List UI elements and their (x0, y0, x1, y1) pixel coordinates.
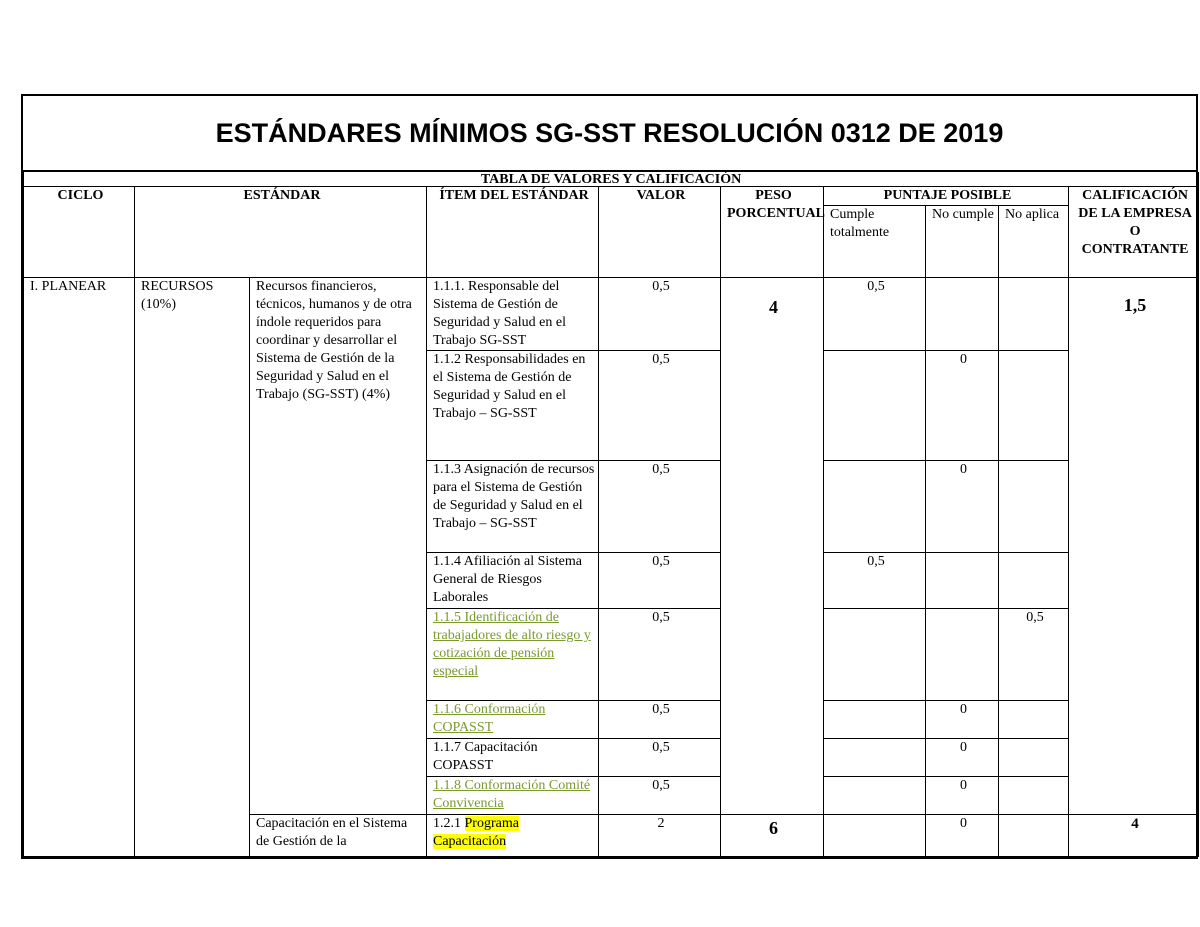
item-cell: 1.1.1. Responsable del Sistema de Gestión de Seguridad y Salud en el Trabajo SG-SST (427, 278, 599, 351)
item-link[interactable]: 1.1.6 Conformación COPASST (433, 702, 546, 735)
item-cell (427, 777, 599, 815)
no-cumple-cell: 0 (926, 351, 999, 461)
ciclo-cell: I. PLANEAR (24, 278, 135, 857)
valor-cell: 0,5 (599, 609, 721, 701)
cumple-cell (824, 461, 926, 553)
scores-table (23, 172, 1199, 857)
no-cumple-cell: 0 (926, 815, 999, 857)
no-aplica-cell (999, 461, 1069, 553)
standard-desc-cell: Recursos financieros, técnicos, humanos y de otra índole requeridos para coordinar y desarrollar el Sistema de Gestión de la Seguridad y Salud en el Trabajo (SG-SST) (4%) (250, 278, 427, 815)
header-no-cumple: No cumple (926, 206, 999, 278)
cumple-cell (824, 739, 926, 777)
no-cumple-cell: 0 (926, 739, 999, 777)
cumple-cell (824, 701, 926, 739)
no-aplica-cell (999, 351, 1069, 461)
header-item: ÍTEM DEL ESTÁNDAR (427, 187, 599, 278)
table-row (24, 278, 1199, 351)
header-no-aplica: No aplica (999, 206, 1069, 278)
item-link[interactable]: 1.1.5 Identificación de trabajadores de alto riesgo y cotización de pensión especial (433, 610, 591, 679)
calificacion-cell: 4 (1069, 815, 1199, 857)
valor-cell: 0,5 (599, 701, 721, 739)
no-cumple-cell: 0 (926, 777, 999, 815)
item-cell (427, 609, 599, 701)
recursos-cell: RECURSOS (10%) (135, 278, 250, 857)
valor-cell: 0,5 (599, 461, 721, 553)
valor-cell: 0,5 (599, 553, 721, 609)
no-cumple-cell (926, 609, 999, 701)
table-subtitle: TABLA DE VALORES Y CALIFICACIÓN (24, 172, 1199, 187)
no-aplica-cell (999, 701, 1069, 739)
no-cumple-cell (926, 553, 999, 609)
cumple-cell (824, 609, 926, 701)
item-link[interactable]: 1.1.8 Conformación Comité Convivencia (433, 778, 591, 811)
item-cell (427, 815, 599, 857)
cumple-cell (824, 815, 926, 857)
item-cell (427, 701, 599, 739)
standards-document (21, 94, 1198, 859)
header-estandar: ESTÁNDAR (135, 187, 427, 278)
item-code: 1.2.1 (433, 816, 461, 831)
cumple-cell: 0,5 (824, 553, 926, 609)
header-puntaje: PUNTAJE POSIBLE (824, 187, 1069, 206)
valor-cell: 0,5 (599, 278, 721, 351)
item-cell: 1.1.2 Responsabilidades en el Sistema de Gestión de Seguridad y Salud en el Trabajo – SG-SST (427, 351, 599, 461)
peso-cell: 6 (721, 815, 824, 857)
header-valor: VALOR (599, 187, 721, 278)
header-ciclo: CICLO (24, 187, 135, 278)
document-title: ESTÁNDARES MÍNIMOS SG-SST RESOLUCIÓN 0312 DE 2019 (23, 96, 1196, 172)
item-cell: 1.1.7 Capacitación COPASST (427, 739, 599, 777)
valor-cell: 0,5 (599, 351, 721, 461)
item-highlight: Programa Capacitación (433, 816, 519, 849)
no-aplica-cell (999, 739, 1069, 777)
no-cumple-cell: 0 (926, 461, 999, 553)
no-aplica-cell (999, 278, 1069, 351)
cumple-cell (824, 351, 926, 461)
header-calificacion: CALIFICACIÓN DE LA EMPRESA O CONTRATANTE (1069, 187, 1199, 278)
no-cumple-cell (926, 278, 999, 351)
no-aplica-cell (999, 553, 1069, 609)
valor-cell: 0,5 (599, 777, 721, 815)
no-aplica-cell (999, 815, 1069, 857)
no-aplica-cell (999, 777, 1069, 815)
no-aplica-cell: 0,5 (999, 609, 1069, 701)
cumple-cell: 0,5 (824, 278, 926, 351)
valor-cell: 2 (599, 815, 721, 857)
header-peso: PESO PORCENTUAL (721, 187, 824, 278)
no-cumple-cell: 0 (926, 701, 999, 739)
valor-cell: 0,5 (599, 739, 721, 777)
peso-cell: 4 (721, 278, 824, 815)
item-cell: 1.1.4 Afiliación al Sistema General de Riesgos Laborales (427, 553, 599, 609)
cumple-cell (824, 777, 926, 815)
calificacion-cell: 1,5 (1069, 278, 1199, 815)
item-cell: 1.1.3 Asignación de recursos para el Sistema de Gestión de Seguridad y Salud en el Trabajo – SG-SST (427, 461, 599, 553)
header-cumple: Cumple totalmente (824, 206, 926, 278)
standard-desc-cell: Capacitación en el Sistema de Gestión de la (250, 815, 427, 857)
